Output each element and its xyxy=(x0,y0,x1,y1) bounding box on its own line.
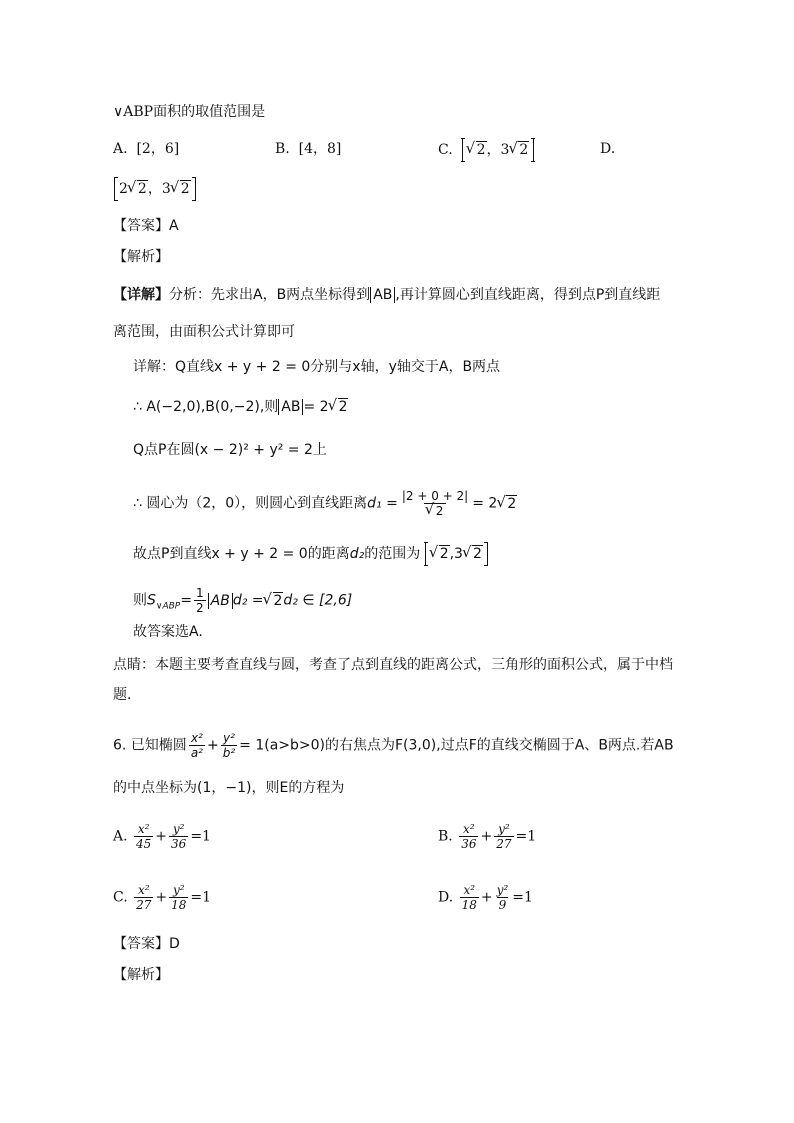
sqrt: √ 2 xyxy=(264,591,284,611)
q6-option-d: D. $\frac{\text{x²}}{18}$ + $\frac{\text{y²}}{9}$ =1 xyxy=(438,883,533,912)
q5-step1: 详解：Q直线x + y + 2 = 0分别与x轴，y轴交于A，B两点 xyxy=(133,359,501,375)
q5-step2: ∴ A(−2,0),B(0,−2),则 AB = 2√ 2 xyxy=(133,397,348,417)
q5-option-b xyxy=(275,139,341,159)
q5-stem: ∨ABP面积的取值范围是 xyxy=(113,104,266,120)
q5-option-c xyxy=(438,139,534,161)
option-text: [4，8] xyxy=(298,141,342,157)
q5-comment-line1: 点睛：本题主要考查直线与圆，考查了点到直线的距离公式，三角形的面积公式，属于中档 xyxy=(113,657,673,673)
detail-label: 【详解】 xyxy=(113,287,169,303)
option-label: B. xyxy=(438,828,453,845)
q6-option-b: B. $\frac{\text{x²}}{36}$ + $\frac{\text{y²}}{27}$ =1 xyxy=(438,822,537,851)
sqrt: √ 2 xyxy=(171,178,191,200)
sqrt: √ 2 xyxy=(329,397,349,417)
option-label: B. xyxy=(275,141,290,157)
q5-analysis-label: 【解析】 xyxy=(113,249,169,265)
option-label: A. xyxy=(113,141,128,157)
abs-ab: AB xyxy=(208,593,233,609)
q5-detail-line2: 离范围，由面积公式计算即可 xyxy=(113,324,295,340)
q6-option-a: A. $\frac{\text{x²}}{45}$ + $\frac{\text{y²}}{36}$ =1 xyxy=(113,822,211,851)
sqrt: √ 2 xyxy=(509,139,529,161)
option-label: D. xyxy=(438,889,454,906)
option-text: [2，6] xyxy=(136,141,180,157)
q5-option-d-label: D. xyxy=(600,141,616,157)
interval-bracket: √ 2,3√ 2 xyxy=(425,543,488,565)
q6-option-c: C. $\frac{\text{x²}}{27}$ + $\frac{\text{y²}}{18}$ =1 xyxy=(113,883,212,912)
q5-option-a xyxy=(113,139,179,159)
answer-value: D xyxy=(169,936,180,952)
q5-option-d xyxy=(114,178,196,200)
abs-ab: AB xyxy=(278,399,303,415)
sqrt: √ 2 xyxy=(467,139,487,161)
fraction: |2 + 0 + 2| √ 2 xyxy=(400,489,470,518)
q6-stem-line1: 6. 已知椭圆 $\frac{\text{x²}}{\text{a²}}$ + $\frac{\text{y²}}{\text{b²}}$ = 1(a>b>0)的右焦点为F(3,0),过点F的直线交椭圆于A、B两点.若AB xyxy=(113,731,674,760)
interval-bracket: 2√ 2，3√ 2 xyxy=(114,178,196,200)
q5-step4: ∴ 圆心为（2，0），则圆心到直线距离d₁ = |2 + 0 + 2| √ 2 = 2√ 2 xyxy=(133,489,517,518)
option-label: C. xyxy=(438,142,453,158)
abs-ab: AB xyxy=(370,287,395,303)
q5-detail-line1: 【详解】分析：先求出A，B两点坐标得到 AB ,再计算圆心到直线距离，得到点P到直线距 xyxy=(113,287,661,303)
q6-answer xyxy=(113,934,180,954)
answer-value: A xyxy=(169,218,179,234)
q5-step6: 则$S_{\vee ABP}=$ $\frac{1}{2}$ AB d₂ =√ 2d₂ ∈ [2,6] xyxy=(133,586,352,616)
fraction: $\frac{\text{y²}}{\text{b²}}$ xyxy=(222,731,236,760)
q5-comment-line2: 题． xyxy=(113,687,141,703)
q5-step3: Q点P在圆(x − 2)² + y² = 2上 xyxy=(133,442,327,458)
q5-step7: 故答案选A. xyxy=(133,624,203,640)
sqrt: √ 2 xyxy=(128,178,148,200)
fraction: $\frac{1}{2}$ xyxy=(195,586,204,615)
answer-label: 【答案】 xyxy=(113,218,169,234)
q6-stem-line2: 的中点坐标为(1，−1)，则E的方程为 xyxy=(113,780,345,796)
question-number: 6. xyxy=(113,737,127,754)
q5-answer xyxy=(113,216,179,236)
fraction: $\frac{\text{x²}}{\text{a²}}$ xyxy=(190,731,203,760)
option-label: C. xyxy=(113,889,128,906)
q6-analysis-label: 【解析】 xyxy=(113,967,169,983)
interval-bracket: √ 2，3√ 2 xyxy=(462,139,535,161)
q5-step5: 故点P到直线x + y + 2 = 0的距离d₂的范围为 √ 2,3√ 2 xyxy=(133,543,488,565)
sqrt: √ 2 xyxy=(497,494,517,514)
answer-label: 【答案】 xyxy=(113,936,169,952)
option-label: A. xyxy=(113,828,128,845)
